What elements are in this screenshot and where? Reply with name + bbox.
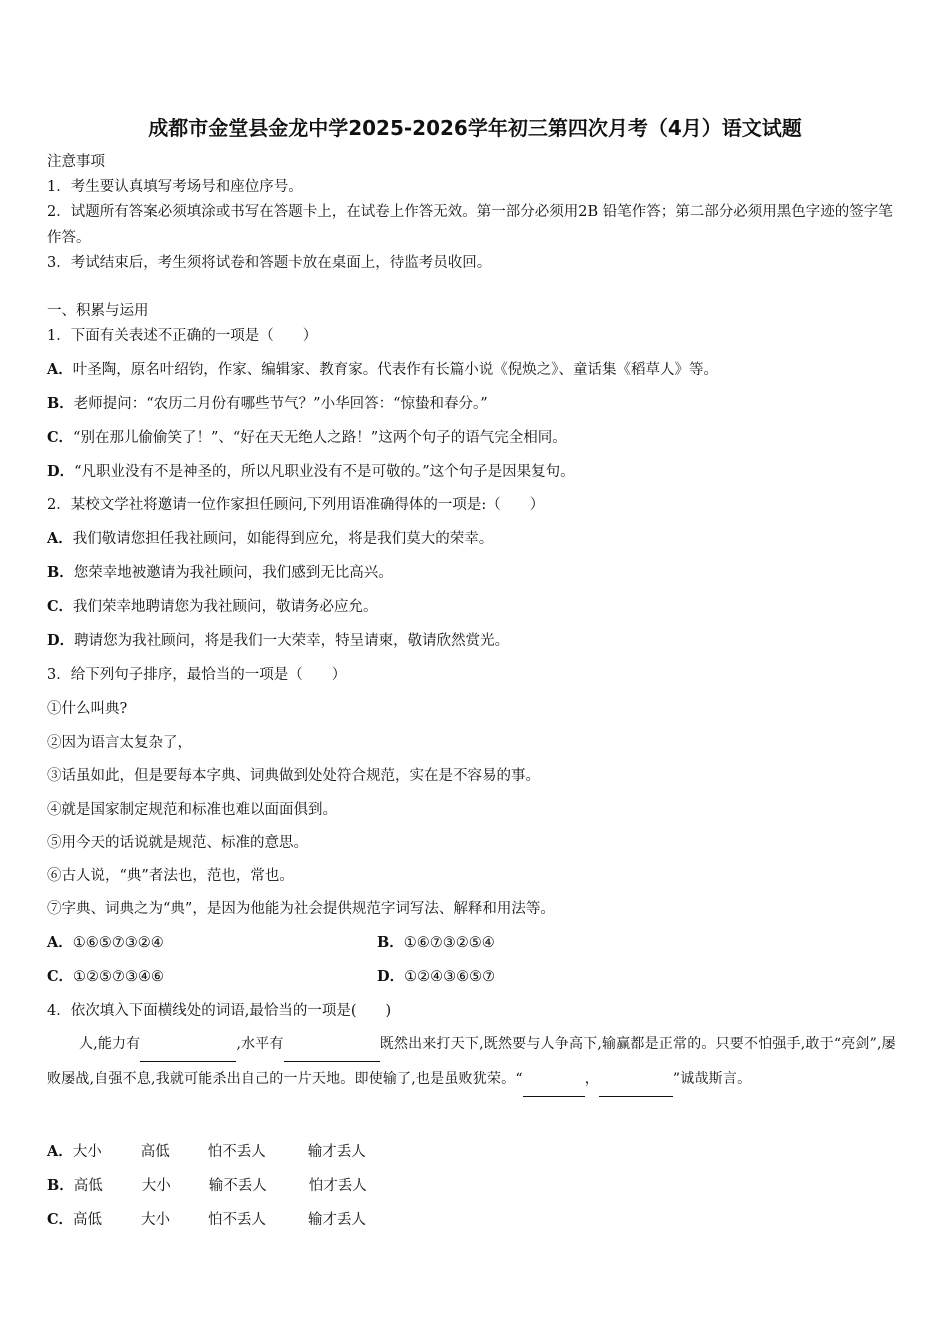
answer-blank-2[interactable] (284, 1047, 380, 1062)
question-3-sentence-4: ④就是国家制定规范和标准也难以面面俱到。 (47, 802, 337, 818)
option-letter: C． (47, 1211, 74, 1228)
question-4-option-a (47, 1142, 366, 1162)
notice-item-3: 3．考试结束后，考生须将试卷和答题卡放在桌面上，待监考员收回。 (47, 255, 492, 271)
option-letter: D． (47, 632, 75, 649)
option-letter: A． (47, 934, 73, 951)
option-word: 高低 (73, 1212, 103, 1228)
question-3-option-c (47, 967, 164, 987)
option-text: 我们荣幸地聘请您为我社顾问，敬请务必应允。 (73, 599, 378, 615)
question-1-option-a (47, 360, 718, 380)
option-letter: B． (47, 564, 74, 581)
option-letter: A． (47, 1143, 73, 1160)
option-text: ①②⑤⑦③④⑥ (73, 969, 165, 985)
passage-part-5: ”诚哉斯言。 (672, 1071, 752, 1087)
passage-part-3: 既然出来打天下,既然要与人争高下,输赢都是正常的。只要不怕强手,敢于“亮剑”,屡败屡战,自强不息,我就可能杀出自己的一片天地。即使输了,也是虽败犹荣。“ (47, 1036, 896, 1087)
option-letter: B． (47, 395, 74, 412)
option-text: 叶圣陶，原名叶绍钧，作家、编辑家、教育家。代表作有长篇小说《倪焕之》、童话集《稻草人》等。 (72, 362, 719, 378)
option-word: 高低 (140, 1144, 170, 1160)
passage-part-1: 人,能力有 (79, 1036, 141, 1052)
question-1-option-c (47, 428, 567, 448)
question-3-option-b (377, 933, 495, 953)
option-text: “别在那儿偷偷笑了！”、“好在天无绝人之路！”这两个句子的语气完全相同。 (73, 430, 567, 446)
option-letter: B． (47, 1177, 74, 1194)
question-4-option-b (47, 1176, 367, 1196)
notice-item-1: 1．考生要认真填写考场号和座位序号。 (47, 179, 303, 195)
question-3-sentence-2: ②因为语言太复杂了， (47, 735, 192, 751)
option-letter: C． (47, 429, 74, 446)
option-letter: D． (47, 463, 75, 480)
question-2-option-a (47, 529, 493, 549)
answer-blank-4[interactable] (599, 1082, 673, 1097)
question-3-stem: 3．给下列句子排序，最恰当的一项是（ ） (47, 667, 347, 683)
option-word: 怕不丢人 (207, 1144, 266, 1160)
option-letter: A． (47, 361, 73, 378)
option-text: ①⑥⑤⑦③②④ (72, 935, 164, 951)
question-4-stem: 4．依次填入下面横线处的词语,最恰当的一项是( ) (47, 1003, 392, 1019)
answer-blank-1[interactable] (140, 1047, 236, 1062)
question-1-option-b (47, 394, 488, 414)
option-text: ①②④③⑥⑤⑦ (404, 969, 496, 985)
option-letter: B． (377, 934, 404, 951)
option-word: 大小 (141, 1212, 171, 1228)
option-text: “凡职业没有不是神圣的，所以凡职业没有不是可敬的。”这个句子是因果复句。 (74, 464, 575, 480)
option-letter: A． (47, 530, 73, 547)
option-word: 大小 (72, 1144, 102, 1160)
page-title: 成都市金堂县金龙中学2025-2026学年初三第四次月考（4月）语文试题 (148, 116, 802, 140)
option-word: 输才丢人 (308, 1212, 367, 1228)
option-word: 输才丢人 (307, 1144, 366, 1160)
option-word: 怕不丢人 (208, 1212, 267, 1228)
question-4-passage (47, 1027, 905, 1097)
option-word: 高低 (73, 1178, 103, 1194)
option-letter: D． (377, 968, 405, 985)
option-text: ①⑥⑦③②⑤④ (403, 935, 495, 951)
option-text: 您荣幸地被邀请为我社顾问，我们感到无比高兴。 (73, 565, 393, 581)
question-2-option-c (47, 597, 378, 617)
passage-part-2: ,水平有 (236, 1036, 284, 1052)
question-4-option-c (47, 1210, 366, 1230)
question-3-option-d (377, 967, 495, 987)
question-3-sentence-5: ⑤用今天的话说就是规范、标准的意思。 (47, 835, 308, 851)
question-3-sentence-6: ⑥古人说，“典”者法也，范也，常也。 (47, 868, 294, 884)
section-heading: 一、积累与运用 (47, 303, 149, 319)
question-2-option-d (47, 631, 509, 651)
question-2-stem: 2．某校文学社将邀请一位作家担任顾问,下列用语准确得体的一项是:（ ） (47, 497, 545, 513)
option-text: 我们敬请您担任我社顾问，如能得到应允，将是我们莫大的荣幸。 (72, 531, 494, 547)
question-3-option-a (47, 933, 164, 953)
question-3-sentence-1: ①什么叫典? (47, 701, 128, 717)
option-letter: C． (47, 968, 74, 985)
option-word: 怕才丢人 (308, 1178, 367, 1194)
question-1-option-d (47, 462, 575, 482)
option-letter: C． (47, 598, 74, 615)
option-text: 老师提问：“农历二月份有哪些节气？”小华回答：“惊蛰和春分。” (73, 396, 488, 412)
answer-blank-3[interactable] (523, 1082, 585, 1097)
notice-item-2: 2．试题所有答案必须填涂或书写在答题卡上，在试卷上作答无效。第一部分必须用2B 铅笔作答；第二部分必须用黑色字迹的签字笔作答。 (47, 204, 893, 246)
passage-part-4: ， (584, 1071, 599, 1087)
question-2-option-b (47, 563, 393, 583)
option-text: 聘请您为我社顾问，将是我们一大荣幸，特呈请柬，敬请欣然赏光。 (74, 633, 510, 649)
question-1-stem: 1．下面有关表述不正确的一项是（ ） (47, 328, 318, 344)
question-3-sentence-7: ⑦字典、词典之为“典”，是因为他能为社会提供规范字词写法、解释和用法等。 (47, 901, 555, 917)
question-3-sentence-3: ③话虽如此，但是要每本字典、词典做到处处符合规范，实在是不容易的事。 (47, 768, 540, 784)
notice-heading: 注意事项 (47, 154, 105, 170)
option-word: 大小 (141, 1178, 171, 1194)
option-word: 输不丢人 (208, 1178, 267, 1194)
